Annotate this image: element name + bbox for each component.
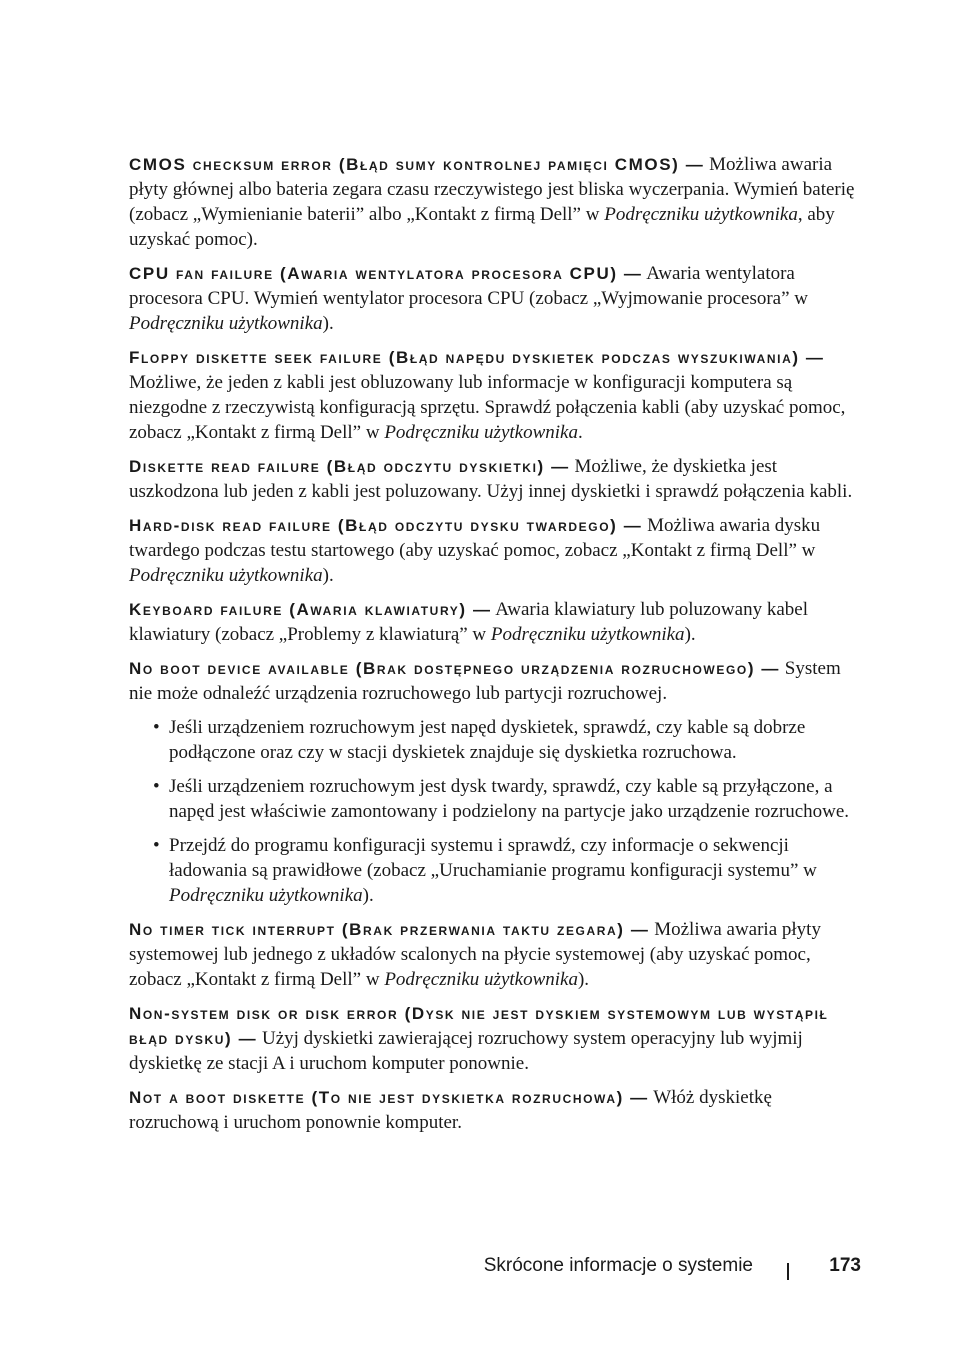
error-term: Floppy diskette seek failure (Błąd napędu dyskietek podczas wyszukiwania) — — [129, 348, 825, 367]
error-term: Keyboard failure (Awaria klawiatury) — — [129, 600, 492, 619]
description-text: ). — [684, 624, 696, 645]
troubleshooting-list — [129, 715, 859, 908]
list-item — [129, 715, 859, 765]
page-number: 173 — [829, 1255, 861, 1276]
error-entry — [129, 1001, 859, 1076]
description-text: Możliwa awaria płyty systemowej lub jednego z układów scalonych na płycie systemowej (aby uzyskać pomoc, zobacz „Kontakt z firmą Dell” w — [129, 919, 821, 990]
error-entry — [129, 1085, 859, 1135]
page-footer — [0, 1255, 954, 1285]
error-entry — [129, 261, 859, 336]
description-text: Włóż dyskietkę rozruchową i uruchom ponownie komputer. — [129, 1087, 772, 1133]
description-text: , aby uzyskać pomoc). — [129, 204, 835, 250]
description-text: ). — [322, 565, 334, 586]
bullet-icon: • — [153, 717, 160, 738]
footer-separator — [787, 1263, 789, 1280]
error-entry — [129, 345, 859, 445]
error-term: Hard-disk read failure (Błąd odczytu dysku twardego) — — [129, 516, 643, 535]
description-text: Jeśli urządzeniem rozruchowym jest napęd dyskietek, sprawdź, czy kable są dobrze podłączone oraz czy w stacji dyskietek znajduje się dyskietka rozruchowa. — [169, 717, 806, 763]
bullet-icon: • — [153, 835, 160, 856]
description-text: Możliwe, że dyskietka jest uszkodzona lub jeden z kabli jest poluzowany. Użyj innej dyskietki i sprawdź połączenia kabli. — [129, 456, 853, 502]
manual-reference: Podręczniku użytkownika — [604, 204, 798, 225]
error-entry — [129, 597, 859, 647]
manual-reference: Podręczniku użytkownika — [129, 313, 323, 334]
error-entry — [129, 656, 859, 706]
list-item — [129, 774, 859, 824]
description-text: System nie może odnaleźć urządzenia rozruchowego lub partycji rozruchowej. — [129, 658, 841, 704]
description-text: Możliwe, że jeden z kabli jest obluzowany lub informacje w konfiguracji komputera są niezgodne z rzeczywistą konfiguracją sprzętu. Sprawdź połączenia kabli (aby uzyskać pomoc, zobacz „Kontakt z firmą Dell” w — [129, 372, 846, 443]
error-term: Non-system disk or disk error (Dysk nie jest dyskiem systemowym lub wystąpił błąd dysku) — — [129, 1004, 829, 1048]
error-term: No timer tick interrupt (Brak przerwania taktu zegara) — — [129, 920, 650, 939]
description-text: Jeśli urządzeniem rozruchowym jest dysk twardy, sprawdź, czy kable są przyłączone, a napęd jest właściwie zamontowany i podzielony na partycje jako urządzenie rozruchowe. — [169, 776, 850, 822]
description-text: Możliwa awaria płyty głównej albo bateria zegara czasu rzeczywistego jest bliska wyczerpania. Wymień baterię (zobacz „Wymienianie baterii” albo „Kontakt z firmą Dell” w — [129, 154, 855, 225]
list-item — [129, 833, 859, 908]
error-term: Diskette read failure (Błąd odczytu dyskietki) — — [129, 457, 570, 476]
manual-reference: Podręczniku użytkownika — [169, 885, 363, 906]
document-body — [129, 152, 859, 1144]
description-text: Użyj dyskietki zawierającej rozruchowy system operacyjny lub wyjmij dyskietkę ze stacji A i uruchom komputer ponownie. — [129, 1028, 803, 1074]
bullet-icon: • — [153, 776, 160, 797]
description-text: ). — [362, 885, 374, 906]
error-term: CPU fan failure (Awaria wentylatora procesora CPU) — — [129, 264, 643, 283]
manual-reference: Podręczniku użytkownika — [490, 624, 685, 645]
description-text: Możliwa awaria dysku twardego podczas testu startowego (aby uzyskać pomoc, zobacz „Kontakt z firmą Dell” w — [129, 515, 821, 561]
manual-reference: Podręczniku użytkownika — [384, 969, 578, 990]
error-entry — [129, 454, 859, 504]
manual-reference: Podręczniku użytkownika — [384, 422, 578, 443]
description-text: ). — [577, 969, 590, 990]
description-text: Przejdź do programu konfiguracji systemu i sprawdź, czy informacje o sekwencji ładowania są prawidłowe (zobacz „Uruchamianie programu konfiguracji systemu” w — [169, 835, 817, 881]
error-message-list — [129, 152, 859, 1135]
manual-reference: Podręczniku użytkownika — [129, 565, 323, 586]
description-text: Awaria wentylatora procesora CPU. Wymień wentylator procesora CPU (zobacz „Wyjmowanie procesora” w — [129, 263, 809, 309]
description-text: . — [577, 422, 583, 443]
description-text: ). — [322, 313, 334, 334]
footer-section-title: Skrócone informacje o systemie — [483, 1255, 753, 1276]
error-term: No boot device available (Brak dostępnego urządzenia rozruchowego) — — [129, 659, 781, 678]
error-entry — [129, 152, 859, 252]
error-term: CMOS checksum error (Błąd sumy kontrolnej pamięci CMOS) — — [129, 155, 705, 174]
description-text: Awaria klawiatury lub poluzowany kabel klawiatury (zobacz „Problemy z klawiaturą” w — [129, 599, 808, 645]
error-entry — [129, 513, 859, 588]
error-term: Not a boot diskette (To nie jest dyskietka rozruchowa) — — [129, 1088, 649, 1107]
error-entry — [129, 917, 859, 992]
